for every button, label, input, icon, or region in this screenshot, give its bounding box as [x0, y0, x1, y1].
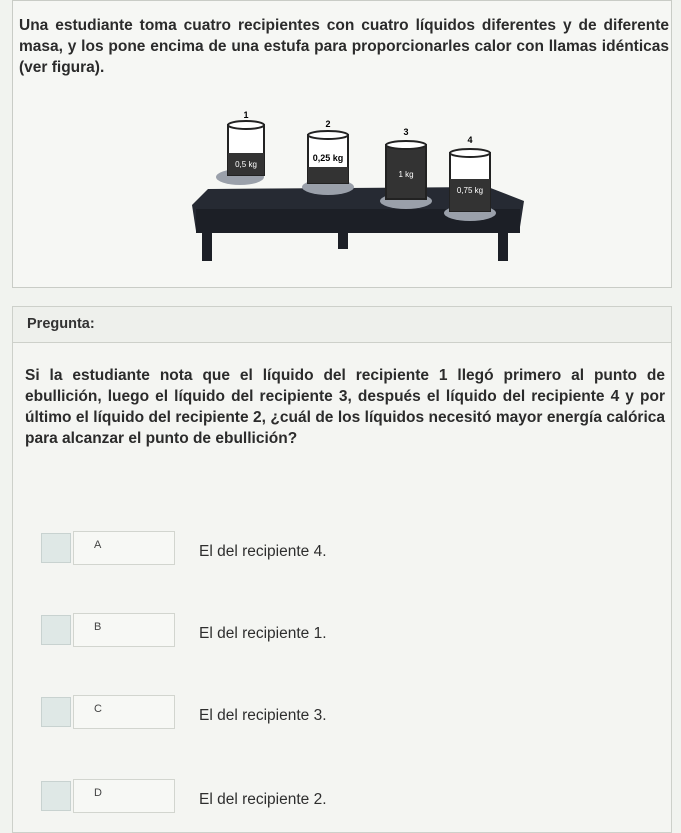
stove-leg	[338, 231, 348, 249]
option-d-letter-box[interactable]	[73, 779, 175, 813]
option-b-text: El del recipiente 1.	[199, 625, 327, 642]
question-header	[12, 306, 672, 342]
option-c-letter-box[interactable]	[73, 695, 175, 729]
container-2-number: 2	[325, 119, 331, 129]
question-label: Pregunta:	[27, 316, 95, 332]
stove-leg	[498, 231, 508, 261]
container-1-mass: 0,5 kg	[235, 160, 257, 169]
stove-leg	[202, 231, 212, 261]
option-d-radio[interactable]	[41, 781, 71, 811]
option-a-letter-box[interactable]	[73, 531, 175, 565]
container-3-mass: 1 kg	[398, 170, 414, 179]
container-4-number: 4	[467, 135, 473, 145]
option-c-radio[interactable]	[41, 697, 71, 727]
container-4-mass: 0,75 kg	[456, 186, 484, 195]
option-b[interactable]	[41, 613, 681, 653]
option-a[interactable]	[41, 531, 681, 571]
option-a-letter: A	[94, 539, 102, 551]
option-c[interactable]	[41, 695, 681, 735]
container-1	[228, 110, 264, 175]
intro-text: Una estudiante toma cuatro recipientes con cuatro líquidos diferentes y de diferente masa, y los pone encima de una estufa para proporcionarles calor con llamas idénticas (ver figura).	[19, 17, 669, 76]
option-d-letter: D	[94, 787, 102, 799]
container-2-mass: 0,25 kg	[312, 153, 344, 163]
option-c-text: El del recipiente 3.	[199, 707, 327, 724]
option-b-letter: B	[94, 621, 102, 633]
container-3-number: 3	[403, 127, 409, 137]
option-d-text: El del recipiente 2.	[199, 791, 327, 808]
container-2	[308, 119, 348, 183]
intro-card	[12, 0, 672, 288]
option-a-radio[interactable]	[41, 533, 71, 563]
option-a-text: El del recipiente 4.	[199, 543, 327, 560]
question-body	[12, 342, 672, 833]
question-text: Si la estudiante nota que el líquido del recipiente 1 llegó primero al punto de ebullición, luego el líquido del recipiente 3, después el líquido del recipiente 4 y por último el líquido del recipiente 2, ¿cuál de los líquidos necesitó mayor energía calórica para alcanzar el punto de ebullición?	[25, 367, 665, 447]
option-c-letter: C	[94, 703, 102, 715]
option-b-radio[interactable]	[41, 615, 71, 645]
stove-figure	[188, 109, 528, 269]
container-4	[450, 135, 490, 211]
option-d[interactable]	[41, 779, 681, 819]
container-3	[386, 127, 426, 199]
container-1-number: 1	[243, 110, 249, 120]
option-b-letter-box[interactable]	[73, 613, 175, 647]
